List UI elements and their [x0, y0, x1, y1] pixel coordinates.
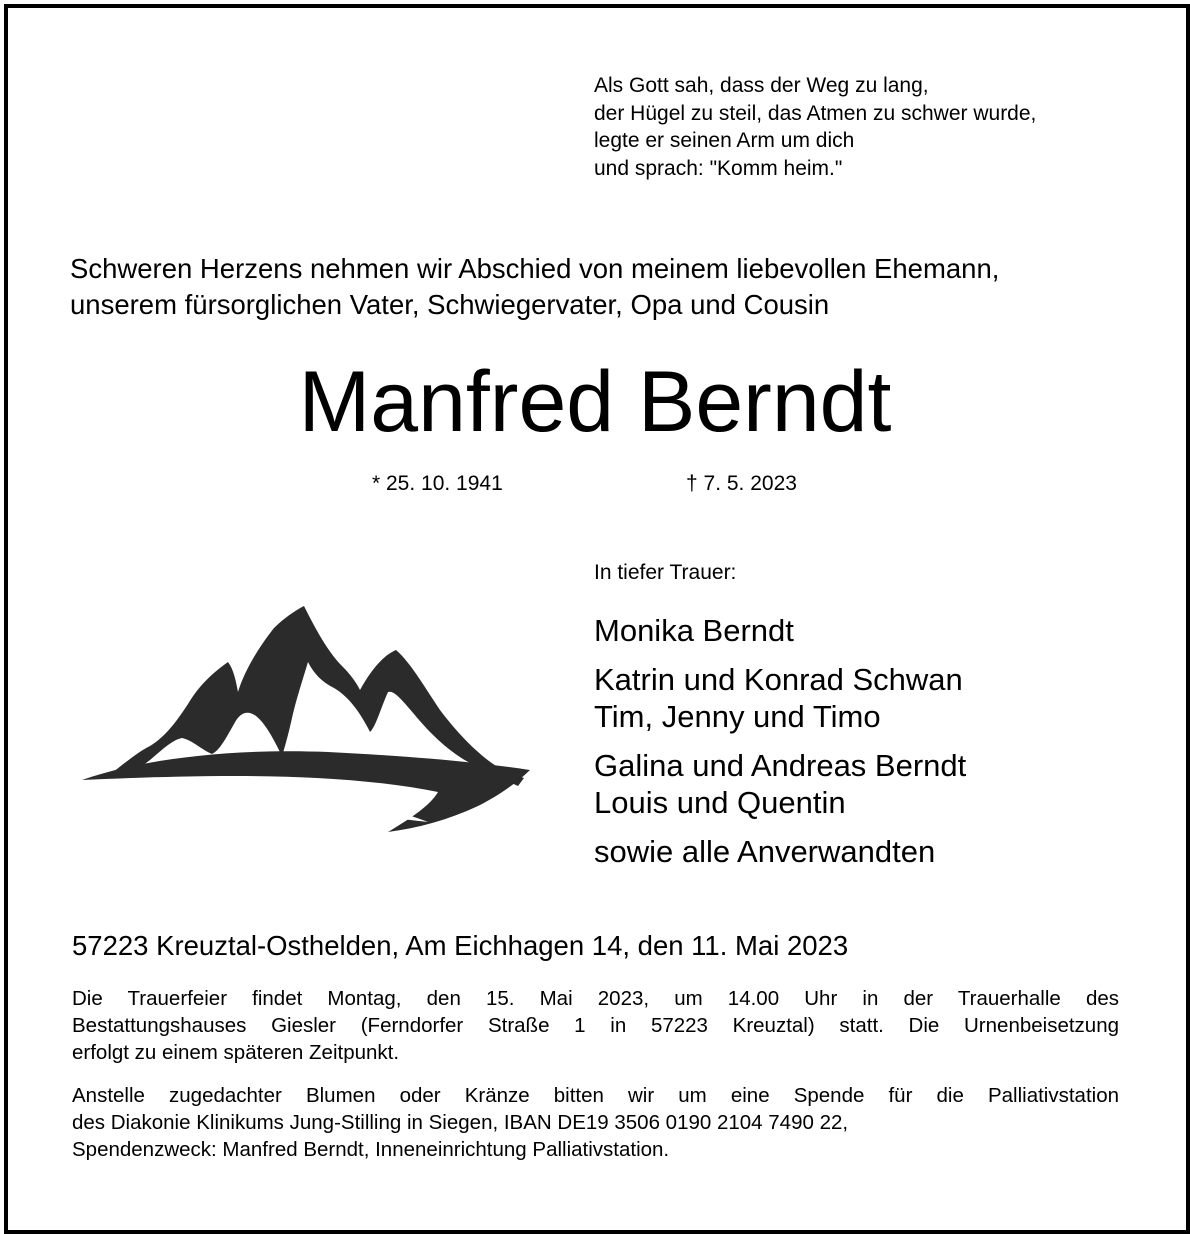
intro-text — [70, 251, 999, 323]
donation-notice — [72, 1082, 1119, 1163]
intro-line: Schweren Herzens nehmen wir Abschied von meinem liebevollen Ehemann, — [70, 253, 1000, 284]
poem-line: der Hügel zu steil, das Atmen zu schwer wurde, — [594, 101, 1037, 125]
mourner-name: Louis und Quentin — [594, 785, 846, 820]
poem-line: Als Gott sah, dass der Weg zu lang, — [594, 74, 929, 97]
birth-date: * 25. 10. 1941 — [372, 472, 503, 495]
place-and-date: 57223 Kreuztal-Osthelden, Am Eichhagen 14, den 11. Mai 2023 — [72, 930, 849, 961]
mourner-group — [594, 833, 966, 870]
intro-line: unserem fürsorglichen Vater, Schwiegervater, Opa und Cousin — [70, 289, 830, 320]
notice-line: Spendenzweck: Manfred Berndt, Inneneinrichtung Palliativstation. — [72, 1138, 670, 1161]
mourner-group — [594, 612, 966, 649]
poem-line: und sprach: "Komm heim." — [594, 156, 843, 180]
poem — [594, 72, 1036, 182]
mourner-name: sowie alle Anverwandten — [594, 834, 936, 869]
mourner-name: Monika Berndt — [594, 613, 794, 648]
notice-line: Anstelle zugedachter Blumen oder Kränze bitten wir um eine Spende für die Palliativstation — [72, 1084, 1119, 1107]
mourner-name: Tim, Jenny und Timo — [594, 699, 881, 734]
mourner-group — [594, 747, 966, 821]
mountain-icon — [78, 600, 534, 836]
notice-line: Bestattungshauses Giesler (Ferndorfer Straße 1 in 57223 Kreuztal) statt. Die Urnenbeisetzung — [72, 1014, 1119, 1037]
notice-line: erfolgt zu einem späteren Zeitpunkt. — [72, 1041, 400, 1064]
notice-line: des Diakonie Klinikums Jung-Stilling in Siegen, IBAN DE19 3506 0190 2104 7490 22, — [72, 1111, 849, 1134]
mourner-group — [594, 661, 966, 735]
poem-line: legte er seinen Arm um dich — [594, 129, 855, 152]
deceased-name: Manfred Berndt — [298, 354, 892, 450]
mourner-name: Galina und Andreas Berndt — [594, 748, 967, 783]
mourner-name: Katrin und Konrad Schwan — [594, 662, 963, 697]
death-date: † 7. 5. 2023 — [686, 472, 797, 495]
notice-line: Die Trauerfeier findet Montag, den 15. Mai 2023, um 14.00 Uhr in der Trauerhalle des — [72, 987, 1119, 1010]
mourning-label: In tiefer Trauer: — [594, 561, 737, 584]
mourners-list — [594, 612, 966, 882]
funeral-notice — [72, 985, 1119, 1066]
